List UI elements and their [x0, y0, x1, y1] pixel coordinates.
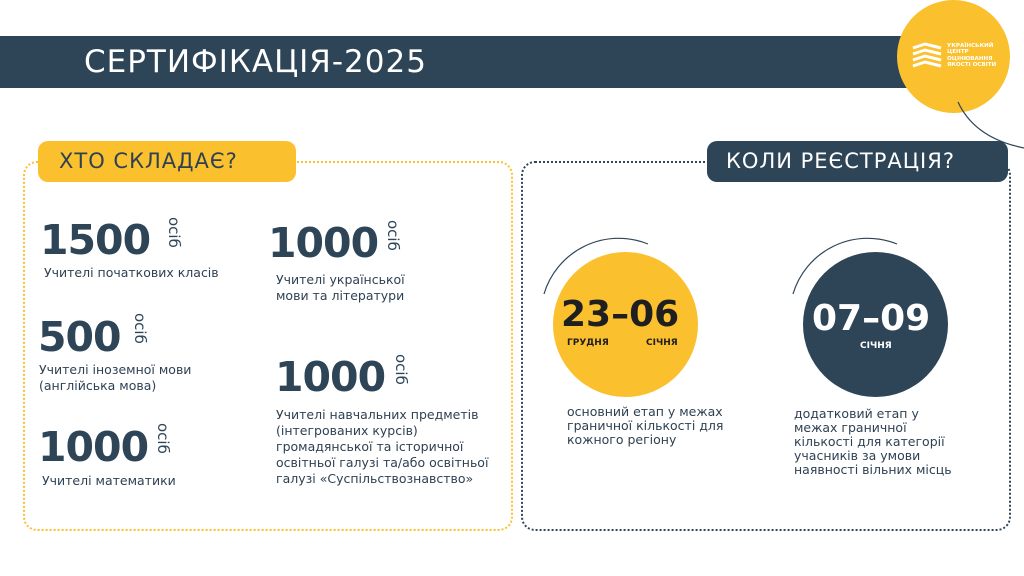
ucoyo-logo: [897, 0, 1010, 113]
who-heading: ХТО СКЛАДАЄ?: [59, 149, 238, 173]
main-stage-description: основний етап у межах граничної кількості для кожного регіону: [567, 404, 724, 447]
logo-book-icon: [911, 42, 943, 70]
stat-unit: осіб: [154, 423, 172, 454]
stat-unit: осіб: [165, 217, 183, 248]
stat-number: 1500: [40, 216, 151, 264]
stat-unit: осіб: [392, 354, 410, 385]
stat-description: Учителі початкових класів: [44, 265, 219, 280]
main-stage-dates: 23–06: [561, 294, 680, 335]
stat-description: Учителі української мови та літератури: [276, 272, 405, 303]
stat-number: 1000: [275, 353, 386, 401]
main-stage-month-start: ГРУДНЯ: [567, 338, 609, 348]
stat-description: Учителі математики: [42, 473, 176, 488]
stat-description: Учителі іноземної мови (англійська мова): [39, 362, 192, 393]
main-stage-month-end: СІЧНЯ: [646, 338, 678, 348]
stat-number: 1000: [38, 423, 149, 471]
when-heading-pill: [707, 141, 1008, 182]
extra-stage-dates: 07–09: [812, 298, 931, 339]
who-heading-pill: [38, 141, 296, 182]
logo-text: УКРАЇНСЬКИЙ ЦЕНТР ОЦІНЮВАННЯ ЯКОСТІ ОСВІТИ: [947, 43, 997, 69]
stat-description: Учителі навчальних предметів (інтегрованих курсів) громадянської та історичної освітньої галузі та/або освітньої галузі «Суспільствознавство»: [276, 407, 489, 486]
extra-stage-month: СІЧНЯ: [860, 341, 892, 351]
stat-unit: осіб: [131, 313, 149, 344]
stat-number: 500: [38, 313, 121, 361]
when-heading: КОЛИ РЕЄСТРАЦІЯ?: [726, 149, 955, 173]
stat-unit: осіб: [384, 220, 402, 251]
extra-stage-description: додатковий етап у межах граничної кількості для категорії учасників за умови наявності вільних місць: [794, 406, 952, 477]
page-title: СЕРТИФІКАЦІЯ-2025: [84, 44, 427, 80]
stat-number: 1000: [268, 219, 379, 267]
